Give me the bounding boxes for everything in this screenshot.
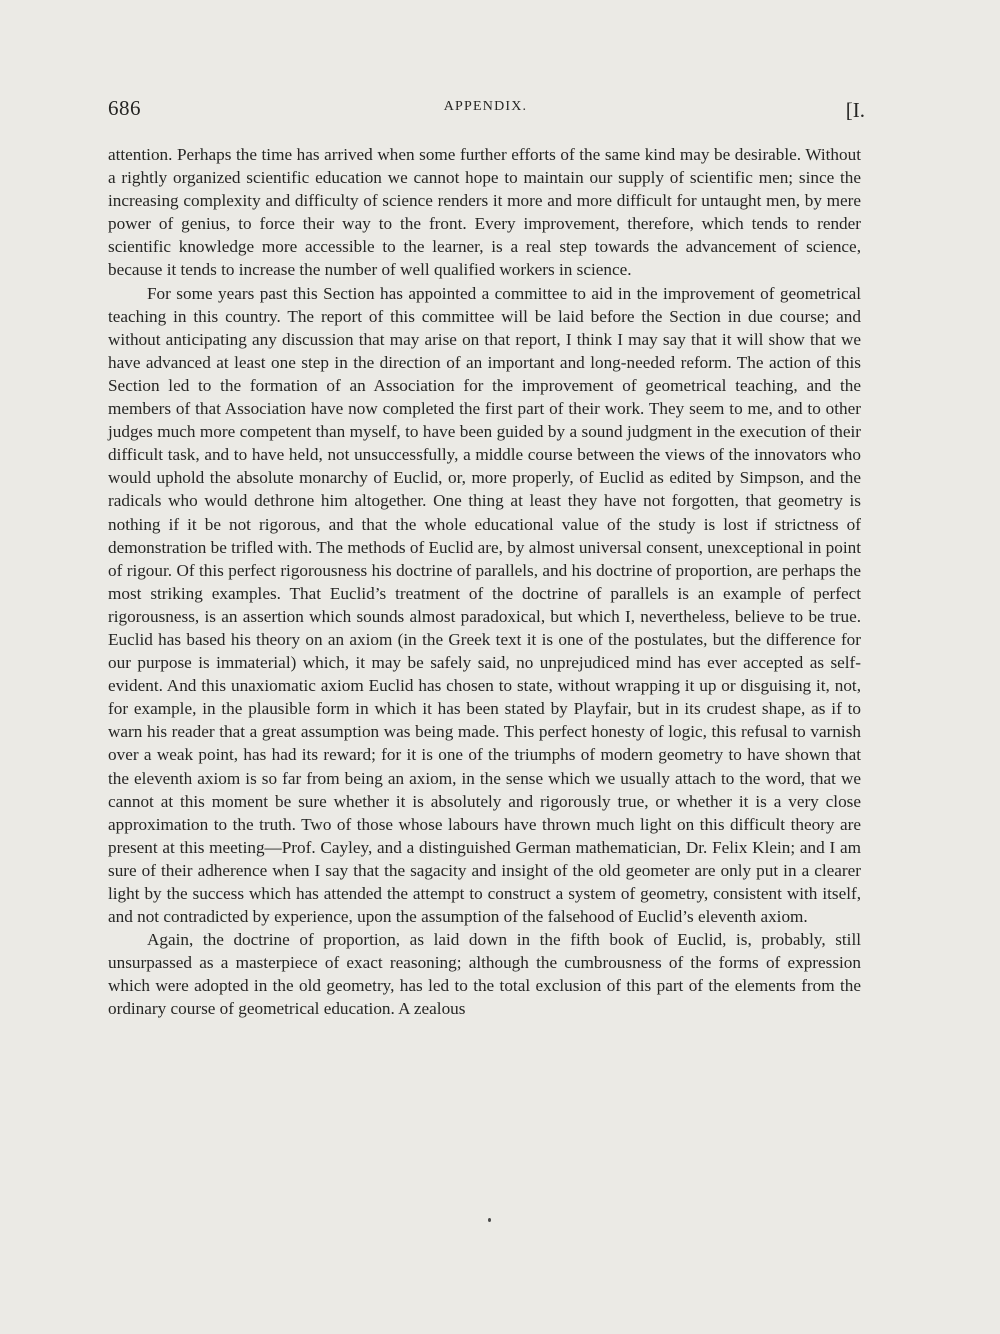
body-text bbox=[108, 143, 861, 1021]
paragraph-continued: attention. Perhaps the time has arrived when some further efforts of the same kind may be desirable. Without a rightly organized scientific education we cannot hope to maintain our supply of scientific men; since the increasing complexity and difficulty of science renders it more and more difficult for untaught men, by mere power of genius, to force their way to the front. Every improvement, therefore, which tends to render scientific knowledge more accessible to the learner, is a real step towards the advancement of science, because it tends to increase the number of well qualified workers in science. bbox=[108, 145, 861, 280]
paragraph-geometrical-teaching: For some years past this Section has appointed a committee to aid in the improvement of geometrical teaching in this country. The report of this committee will be laid before the Section in due course; and without anticipating any discussion that may arise on that report, I think I may say that it will show that we have advanced at least one step in the direction of an important and long-needed reform. The action of this Section led to the formation of an Association for the improvement of geometrical teaching, and the members of that Association have now completed the first part of their work. They seem to me, and to other judges much more competent than myself, to have been guided by a sound judgment in the execution of their difficult task, and to have held, not unsuccessfully, a middle course between the views of the innovators who would uphold the absolute monarchy of Euclid, or, more properly, of Euclid as edited by Simpson, and the radicals who would dethrone him altogether. One thing at least they have not forgotten, that geometry is nothing if it be not rigorous, and that the whole educational value of the study is lost if strictness of demonstration be trifled with. The methods of Euclid are, by almost universal consent, unexceptional in point of rigour. Of this perfect rigorousness his doctrine of parallels, and his doctrine of proportion, are perhaps the most striking examples. That Euclid’s treatment of the doctrine of parallels is an example of perfect rigorousness, is an assertion which sounds almost paradoxical, but which I, nevertheless, believe to be true. Euclid has based his theory on an axiom (in the Greek text it is one of the postulates, but the difference for our purpose is immaterial) which, it may be safely said, no unprejudiced mind has ever accepted as self-evident. And this unaxiomatic axiom Euclid has chosen to state, without wrapping it up or disguising it, not, for example, in the plausible form in which it has been stated by Playfair, but in its crudest shape, as if to warn his reader that a great assumption was being made. This perfect honesty of logic, this refusal to varnish over a weak point, has had its reward; for it is one of the triumphs of modern geometry to have shown that the eleventh axiom is so far from being an axiom, in the sense which we usually attach to the word, that we cannot at this moment be sure whether it is absolutely and rigorously true, or whether it is a very close approximation to the truth. Two of those whose labours have thrown much light on this difficult theory are present at this meeting—Prof. Cayley, and a distinguished German mathematician, Dr. Felix Klein; and I am sure of their adherence when I say that the sagacity and insight of the old geometer are only put in a clearer light by the success which has attended the attempt to construct a system of geometry, consistent with itself, and not contradicted by experience, upon the assumption of the falsehood of Euclid’s eleventh axiom. bbox=[108, 283, 861, 927]
section-mark: [I. bbox=[845, 98, 865, 122]
print-speck bbox=[488, 1218, 491, 1222]
page-header bbox=[108, 96, 863, 126]
running-head: APPENDIX. bbox=[443, 99, 528, 114]
paragraph-doctrine-of-proportion: Again, the doctrine of proportion, as laid down in the fifth book of Euclid, is, probably, still unsurpassed as a masterpiece of exact reasoning; although the cumbrousness of the forms of expression which were adopted in the old geometry, has led to the total exclusion of this part of the elements from the ordinary course of geometrical education. A zealous bbox=[108, 930, 861, 1019]
page-number: 686 bbox=[108, 96, 141, 120]
